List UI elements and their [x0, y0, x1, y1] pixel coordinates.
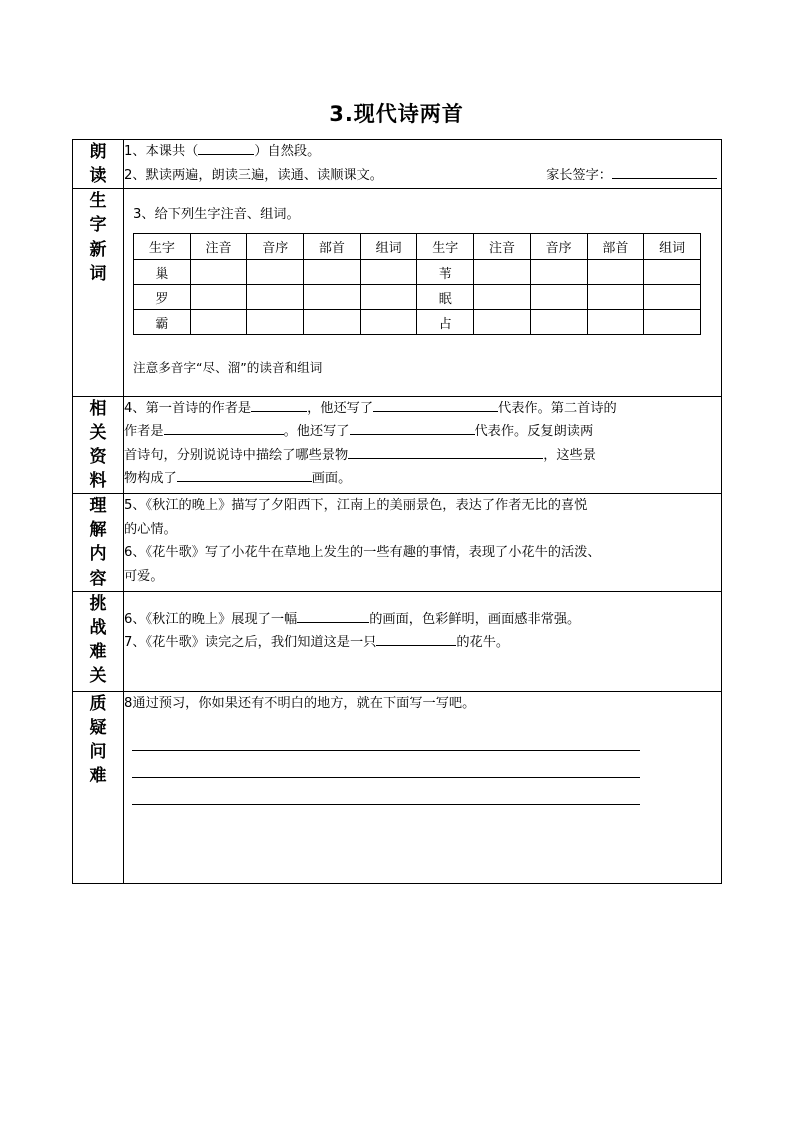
vocab-header-cell: 组词	[644, 234, 701, 260]
category-char: 料	[89, 471, 107, 492]
challenge-line: 7、《花牛歌》读完之后，我们知道这是一只 的花牛。	[124, 631, 721, 655]
vocab-header-cell: 注音	[190, 234, 247, 260]
vocab-input-cell[interactable]	[644, 260, 701, 285]
category-char: 难	[89, 766, 107, 787]
category-char: 战	[89, 617, 107, 638]
comprehension-line: 的心情。	[124, 521, 177, 537]
scenery-blank[interactable]	[348, 444, 543, 458]
parent-signature-blank[interactable]	[612, 164, 717, 178]
vocab-input-cell[interactable]	[587, 285, 644, 310]
questions-content	[124, 691, 722, 884]
paragraph-count-blank[interactable]	[198, 141, 254, 155]
category-char: 挑	[89, 593, 107, 614]
related-info-line: 作者是 。他还写了 代表作。反复朗读两	[124, 420, 721, 444]
category-label-challenge	[73, 591, 124, 691]
spacer	[124, 805, 721, 883]
vocab-input-cell[interactable]	[360, 260, 417, 285]
vocab-header-cell: 生字	[417, 234, 474, 260]
category-char: 读	[89, 166, 107, 187]
reading-item-2-row	[124, 164, 721, 188]
table-row-related-info	[73, 396, 722, 494]
vocab-input-cell[interactable]	[530, 310, 587, 335]
vocab-input-cell[interactable]	[304, 310, 361, 335]
category-char: 生	[89, 191, 107, 212]
category-label-new-words	[73, 189, 124, 396]
category-char: 问	[89, 741, 107, 762]
category-char: 关	[89, 422, 107, 443]
related-info-content	[124, 396, 722, 494]
related-info-line: 4、第一首诗的作者是 ，他还写了 代表作。第二首诗的	[124, 397, 721, 421]
vocab-input-cell[interactable]	[190, 285, 247, 310]
category-char: 字	[89, 215, 107, 236]
comprehension-content	[124, 494, 722, 592]
answer-line[interactable]	[132, 778, 640, 805]
answer-line[interactable]	[132, 724, 640, 751]
vocab-input-cell[interactable]	[247, 310, 304, 335]
category-char: 质	[89, 693, 107, 714]
comprehension-line: 可爱。	[124, 568, 164, 584]
category-char: 资	[89, 446, 107, 467]
category-char: 内	[89, 544, 107, 565]
vocab-input-cell[interactable]	[587, 260, 644, 285]
polyphone-note: 注意多音字“尽、溜”的读音和组词	[133, 360, 323, 376]
category-char: 容	[89, 568, 107, 589]
challenge-blank-1[interactable]	[297, 608, 369, 622]
vocab-input-cell[interactable]	[644, 285, 701, 310]
vocabulary-grid	[133, 233, 701, 335]
worksheet-table	[72, 139, 722, 884]
vocab-input-cell[interactable]	[190, 260, 247, 285]
vocab-character-cell: 霸	[134, 310, 191, 335]
category-char: 疑	[89, 717, 107, 738]
table-row-reading	[73, 140, 722, 189]
vocab-input-cell[interactable]	[304, 285, 361, 310]
table-row-comprehension	[73, 494, 722, 592]
vocab-character-cell: 眠	[417, 285, 474, 310]
category-label-reading	[73, 140, 124, 189]
vocab-row	[134, 310, 701, 335]
answer-line[interactable]	[132, 751, 640, 778]
category-label-questions	[73, 691, 124, 884]
vocab-input-cell[interactable]	[530, 260, 587, 285]
category-char: 新	[89, 239, 107, 260]
vocab-input-cell[interactable]	[304, 260, 361, 285]
vocab-character-cell: 巢	[134, 260, 191, 285]
vocab-header-cell: 组词	[360, 234, 417, 260]
category-label-related-info	[73, 396, 124, 494]
challenge-content	[124, 591, 722, 691]
author-2-blank[interactable]	[164, 421, 284, 435]
comprehension-line: 6、《花牛歌》写了小花牛在草地上发生的一些有趣的事情，表现了小花牛的活泼、	[124, 545, 601, 561]
category-char: 相	[89, 398, 107, 419]
reading-item-2: 2、默读两遍，朗读三遍，读通、读顺课文。	[124, 167, 383, 183]
answer-lines	[124, 715, 721, 805]
table-row-new-words	[73, 189, 722, 396]
vocab-input-cell[interactable]	[190, 310, 247, 335]
vocab-input-cell[interactable]	[247, 285, 304, 310]
category-char: 朗	[89, 142, 107, 162]
vocab-input-cell[interactable]	[247, 260, 304, 285]
vocab-input-cell[interactable]	[587, 310, 644, 335]
author-1-blank[interactable]	[251, 397, 307, 411]
vocab-header-row	[134, 234, 701, 260]
vocab-character-cell: 罗	[134, 285, 191, 310]
picture-blank[interactable]	[177, 468, 312, 482]
challenge-line: 6、《秋江的晚上》展现了一幅 的画面，色彩鲜明，画面感非常强。	[124, 608, 721, 632]
questions-prompt: 8通过预习，你如果还有不明白的地方，就在下面写一写吧。	[124, 695, 476, 711]
page-title: 3.现代诗两首	[329, 102, 464, 126]
vocab-input-cell[interactable]	[474, 310, 531, 335]
parent-signature: 家长签字：	[546, 164, 721, 188]
new-words-content	[124, 189, 722, 396]
category-char: 词	[89, 263, 107, 284]
category-char: 理	[89, 496, 107, 517]
category-char: 解	[89, 520, 107, 541]
vocab-character-cell: 苇	[417, 260, 474, 285]
category-char: 关	[89, 666, 107, 687]
author-1-works-blank[interactable]	[373, 397, 498, 411]
vocab-input-cell[interactable]	[360, 310, 417, 335]
vocab-input-cell[interactable]	[360, 285, 417, 310]
table-row-challenge	[73, 591, 722, 691]
vocab-input-cell[interactable]	[644, 310, 701, 335]
category-char: 难	[89, 641, 107, 662]
vocab-input-cell[interactable]	[474, 260, 531, 285]
related-info-line: 物构成了 画面。	[124, 467, 721, 491]
vocab-input-cell[interactable]	[474, 285, 531, 310]
vocab-character-cell: 占	[417, 310, 474, 335]
vocab-instruction: 3、给下列生字注音、组词。	[133, 207, 300, 223]
vocab-input-cell[interactable]	[530, 285, 587, 310]
vocab-header-cell: 生字	[134, 234, 191, 260]
table-row-questions	[73, 691, 722, 884]
vocab-row	[134, 285, 701, 310]
vocab-header-cell: 音序	[247, 234, 304, 260]
vocab-header-cell: 部首	[304, 234, 361, 260]
author-2-works-blank[interactable]	[350, 421, 475, 435]
comprehension-line: 5、《秋江的晚上》描写了夕阳西下，江南上的美丽景色，表达了作者无比的喜悦	[124, 498, 588, 514]
spacer	[124, 592, 721, 608]
challenge-blank-2[interactable]	[376, 632, 456, 646]
vocab-header-cell: 音序	[530, 234, 587, 260]
reading-content	[124, 140, 722, 189]
related-info-line: 首诗句，分别说说诗中描绘了哪些景物 ，这些景	[124, 444, 721, 468]
category-label-comprehension	[73, 494, 124, 592]
spacer	[124, 655, 721, 691]
reading-item-1: 1、本课共（ ）自然段。	[124, 140, 721, 164]
vocab-header-cell: 注音	[474, 234, 531, 260]
vocab-row	[134, 260, 701, 285]
vocab-header-cell: 部首	[587, 234, 644, 260]
